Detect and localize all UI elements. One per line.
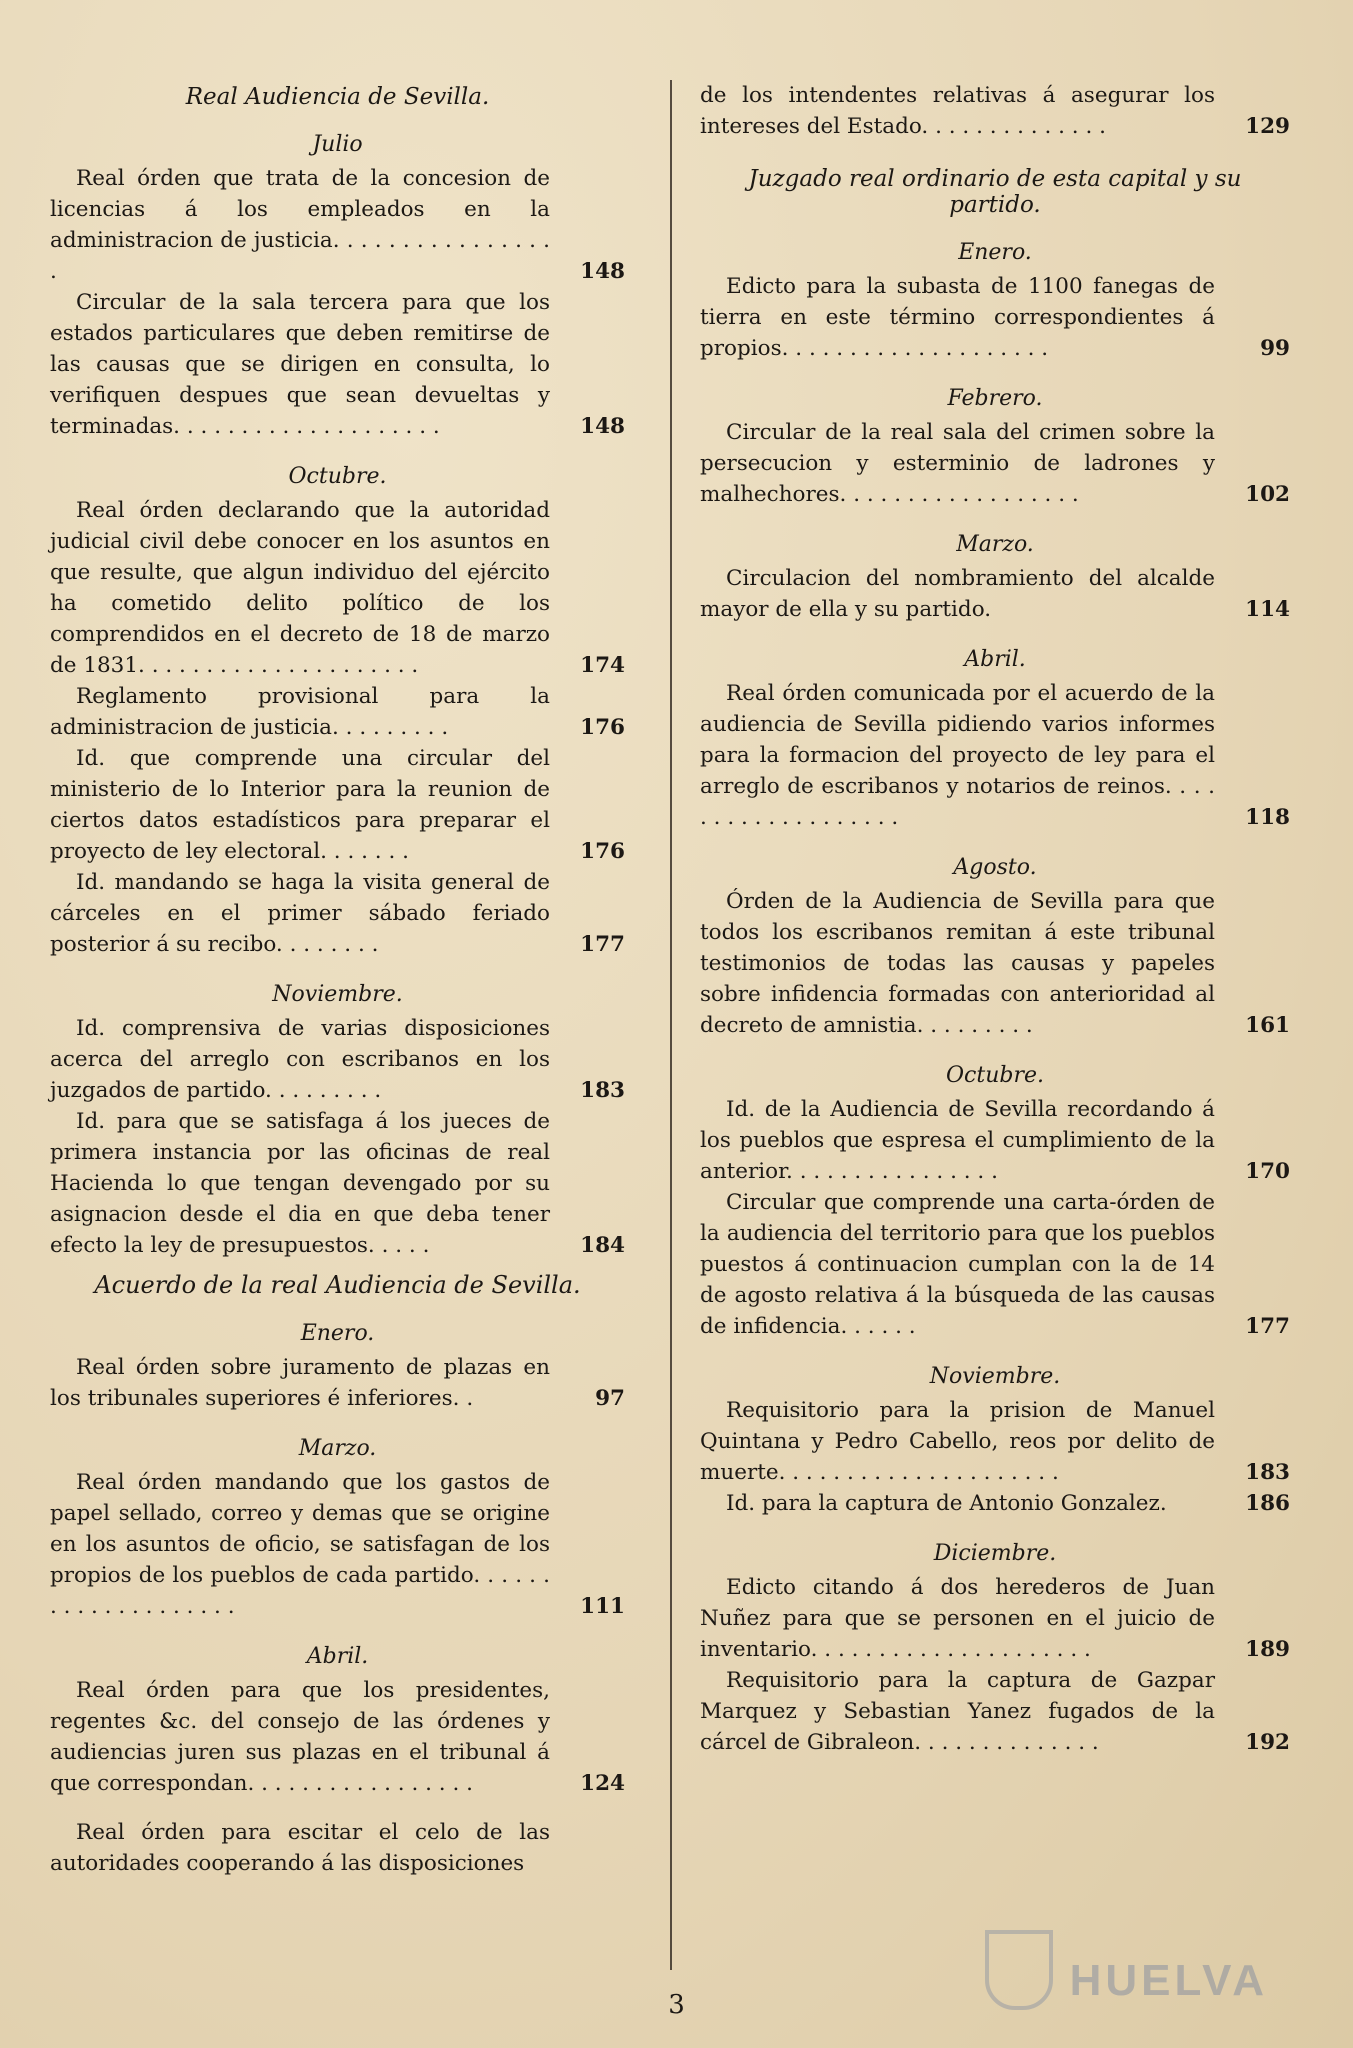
page-reference: 183 xyxy=(580,1078,625,1103)
index-entry: Real órden comunicada por el acuerdo de la audiencia de Sevilla pidiendo varios informes para la formacion del proyecto de ley para el arreglo de escribanos y notarios de reinos. . . . . . . . . . . . . . . . . . . 118 xyxy=(700,678,1290,833)
page-reference: 170 xyxy=(1245,1159,1290,1184)
month-heading: Noviembre. xyxy=(929,1364,1061,1389)
page-reference: 186 xyxy=(1245,1491,1290,1516)
index-entry: Reglamento provisional para la administracion de justicia. . . . . . . . . 176 xyxy=(50,681,625,743)
index-entry: Requisitorio para la captura de Gazpar Marquez y Sebastian Yanez fugados de la cárcel de Gibraleon. . . . . . . . . . . . . . 192 xyxy=(700,1665,1290,1758)
month-heading: Enero. xyxy=(958,240,1032,265)
page-reference: 111 xyxy=(580,1594,625,1619)
month-heading: Noviembre. xyxy=(272,982,403,1007)
page-reference: 177 xyxy=(580,932,625,957)
page-reference: 97 xyxy=(595,1386,625,1411)
index-entry: Requisitorio para la prision de Manuel Quintana y Pedro Cabello, reos por delito de muerte. . . . . . . . . . . . . . . . . . . . . 183 xyxy=(700,1395,1290,1488)
index-entry: Circular de la sala tercera para que los estados particulares que deben remitirse de las causas que se dirigen en consulta, lo verifiquen despues que sean devueltas y terminadas. . . . . . . . . . . . . . . . . . . . 148 xyxy=(50,287,625,442)
month-heading: Abril. xyxy=(964,647,1026,672)
month-heading: Julio xyxy=(312,132,363,157)
right-column xyxy=(700,70,1290,1758)
page-reference: 124 xyxy=(580,1771,625,1796)
page-reference: 183 xyxy=(1245,1460,1290,1485)
index-entry: Real órden para escitar el celo de las autoridades cooperando á las disposiciones xyxy=(50,1820,550,1876)
month-heading: Marzo. xyxy=(956,532,1034,557)
page-reference: 161 xyxy=(1245,1013,1290,1038)
column-divider xyxy=(670,80,672,1970)
index-entry: Id. que comprende una circular del ministerio de lo Interior para la reunion de ciertos datos estadísticos para preparar el proyecto de ley electoral. . . . . . . 176 xyxy=(50,743,625,867)
page-reference: 177 xyxy=(1245,1314,1290,1339)
page-reference: 184 xyxy=(580,1233,625,1258)
page-reference: 189 xyxy=(1245,1637,1290,1662)
index-entry: Circulacion del nombramiento del alcalde mayor de ella y su partido. 114 xyxy=(700,563,1290,625)
month-heading: Febrero. xyxy=(947,386,1043,411)
index-entry: Real órden mandando que los gastos de papel sellado, correo y demas que se origine en los asuntos de oficio, se satisfagan de los propios de los pueblos de cada partido. . . . . . . . . . . . . . . . . . . . 111 xyxy=(50,1467,625,1622)
page-reference: 118 xyxy=(1245,805,1290,830)
section-heading: Juzgado real ordinario de esta capital y su partido. xyxy=(748,166,1242,218)
index-entry: Real órden declarando que la autoridad judicial civil debe conocer en los asuntos en que resulte, que algun individuo del ejército ha cometido delito político de los comprendidos en el decreto de 18 de marzo de 1831. . . . . . . . . . . . . . . . . . . . . 174 xyxy=(50,495,625,681)
month-heading: Agosto. xyxy=(953,855,1037,880)
index-entry: Edicto para la subasta de 1100 fanegas de tierra en este término correspondientes á propios. . . . . . . . . . . . . . . . . . . . 99 xyxy=(700,271,1290,364)
month-heading: Enero. xyxy=(300,1321,375,1346)
month-heading: Marzo. xyxy=(298,1436,377,1461)
page-reference: 102 xyxy=(1245,482,1290,507)
month-heading: Octubre. xyxy=(288,464,387,489)
archive-watermark: HUELVA xyxy=(1069,1956,1268,2005)
index-entry: Órden de la Audiencia de Sevilla para que todos los escribanos remitan á este tribunal testimonios de todas las causas y papeles sobre infidencia formadas con anterioridad al decreto de amnistia. . . . . . . . . 161 xyxy=(700,886,1290,1041)
page-reference: 176 xyxy=(580,715,625,740)
index-entry: Real órden sobre juramento de plazas en los tribunales superiores é inferiores. . 97 xyxy=(50,1352,625,1414)
page-reference: 192 xyxy=(1245,1730,1290,1755)
left-column xyxy=(50,70,625,1879)
index-entry: Real órden que trata de la concesion de licencias á los empleados en la administracion de justicia. . . . . . . . . . . . . . . . . 148 xyxy=(50,163,625,287)
page-reference: 148 xyxy=(580,259,625,284)
index-entry: de los intendentes relativas á asegurar los intereses del Estado. . . . . . . . . . . . . . 129 xyxy=(700,80,1290,142)
page-reference: 176 xyxy=(580,839,625,864)
page-reference: 148 xyxy=(580,414,625,439)
page-reference: 99 xyxy=(1260,336,1290,361)
section-heading: Real Audiencia de Sevilla. xyxy=(185,84,490,110)
index-entry: Id. para la captura de Antonio Gonzalez. 186 xyxy=(700,1488,1290,1519)
archive-seal-icon xyxy=(985,1930,1053,2010)
index-entry: Id. mandando se haga la visita general de cárceles en el primer sábado feriado posterior á su recibo. . . . . . . . 177 xyxy=(50,867,625,960)
index-entry: Edicto citando á dos herederos de Juan Nuñez para que se personen en el juicio de inventario. . . . . . . . . . . . . . . . . . . . . 189 xyxy=(700,1572,1290,1665)
index-entry: Circular que comprende una carta-órden de la audiencia del territorio para que los pueblos puestos á continuacion cumplan con la de 14 de agosto relativa á la búsqueda de las causas de infidencia. . . . . . 177 xyxy=(700,1187,1290,1342)
section-heading: Acuerdo de la real Audiencia de Sevilla. xyxy=(94,1271,581,1299)
index-entry: Real órden para que los presidentes, regentes &c. del consejo de las órdenes y audiencias juren sus plazas en el tribunal á que correspondan. . . . . . . . . . . . . . . . . 124 xyxy=(50,1675,625,1799)
page-number: 3 xyxy=(668,1990,685,2020)
month-heading: Abril. xyxy=(306,1644,369,1669)
month-heading: Octubre. xyxy=(946,1063,1044,1088)
index-entry: Id. comprensiva de varias disposiciones acerca del arreglo con escribanos en los juzgados de partido. . . . . . . . . 183 xyxy=(50,1013,625,1106)
page-reference: 129 xyxy=(1245,114,1290,139)
index-entry: Id. de la Audiencia de Sevilla recordando á los pueblos que espresa el cumplimiento de la anterior. . . . . . . . . . . . . . . . 170 xyxy=(700,1094,1290,1187)
index-entry: Circular de la real sala del crimen sobre la persecucion y esterminio de ladrones y malhechores. . . . . . . . . . . . . . . . . . 102 xyxy=(700,417,1290,510)
index-entry: Id. para que se satisfaga á los jueces de primera instancia por las oficinas de real Hacienda lo que tengan devengado por su asignacion desde el dia en que deba tener efecto la ley de presupuestos. . . . . 184 xyxy=(50,1106,625,1261)
page-reference: 114 xyxy=(1245,597,1290,622)
page-reference: 174 xyxy=(580,653,625,678)
month-heading: Diciembre. xyxy=(933,1541,1057,1566)
